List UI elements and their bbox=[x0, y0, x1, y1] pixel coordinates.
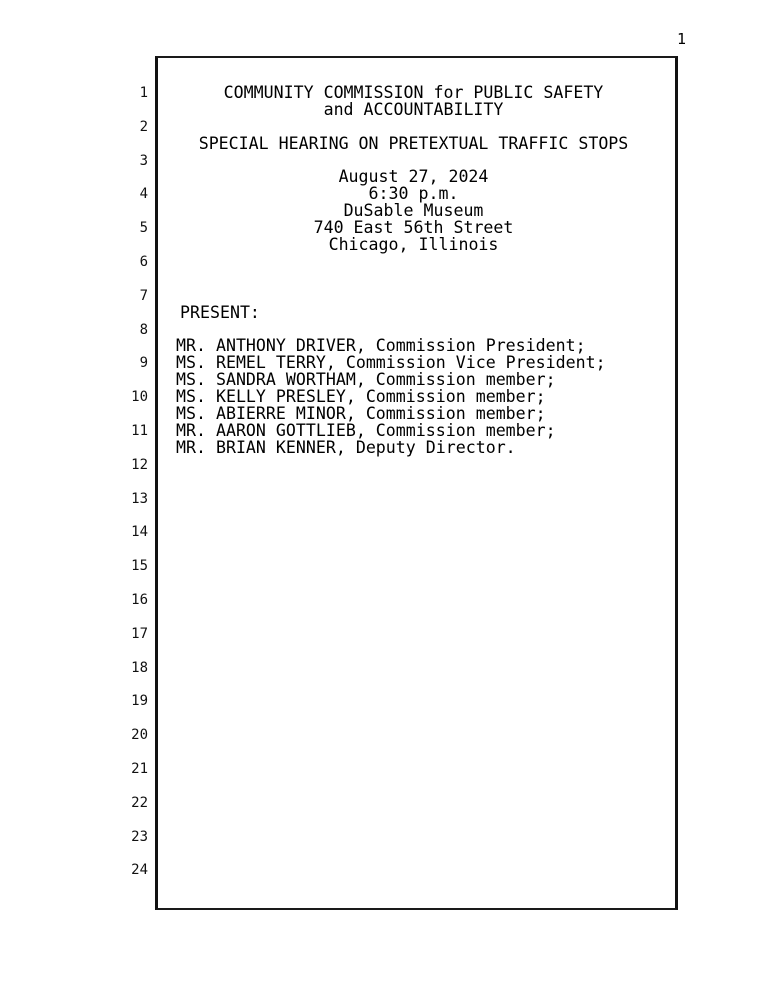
line-number: 18 bbox=[131, 659, 148, 676]
hearing-date: August 27, 2024 bbox=[338, 167, 489, 187]
attendee-line: MS. REMEL TERRY, Commission Vice President; bbox=[176, 353, 606, 373]
hearing-time: 6:30 p.m. bbox=[368, 184, 459, 204]
line-number: 24 bbox=[131, 862, 148, 879]
hearing-city-state: Chicago, Illinois bbox=[328, 235, 499, 255]
line-number: 5 bbox=[139, 220, 148, 237]
line-number: 1 bbox=[139, 85, 148, 101]
attendee-line: MR. ANTHONY DRIVER, Commission President; bbox=[176, 336, 586, 356]
line-number: 4 bbox=[139, 186, 148, 203]
line-number: 12 bbox=[131, 456, 148, 473]
attendee-line: MS. ABIERRE MINOR, Commission member; bbox=[176, 403, 546, 423]
line-number: 9 bbox=[139, 355, 148, 372]
attendee-line: MS. KELLY PRESLEY, Commission member; bbox=[176, 387, 546, 407]
caption-title-line-2: and ACCOUNTABILITY bbox=[323, 99, 504, 119]
line-number: 23 bbox=[131, 828, 148, 845]
line-number: 13 bbox=[131, 490, 148, 507]
line-number: 22 bbox=[131, 794, 148, 811]
line-number: 16 bbox=[131, 591, 148, 608]
present-heading: PRESENT: bbox=[180, 302, 260, 322]
line-number: 21 bbox=[131, 760, 148, 777]
line-number: 10 bbox=[131, 389, 148, 406]
line-number: 15 bbox=[131, 558, 148, 575]
line-number: 11 bbox=[131, 422, 148, 439]
line-number: 14 bbox=[131, 524, 148, 541]
blank-line bbox=[155, 254, 678, 271]
hearing-title: SPECIAL HEARING ON PRETEXTUAL TRAFFIC STOPS bbox=[198, 133, 629, 153]
line-number: 2 bbox=[139, 118, 148, 135]
page-number: 1 bbox=[676, 30, 686, 48]
line-number: 7 bbox=[139, 287, 148, 304]
line-number: 17 bbox=[131, 625, 148, 642]
attendee-line: MS. SANDRA WORTHAM, Commission member; bbox=[176, 370, 556, 390]
line-number: 20 bbox=[131, 727, 148, 744]
line-number-gutter bbox=[118, 85, 148, 896]
line-number: 6 bbox=[139, 253, 148, 270]
transcript-text-body bbox=[155, 56, 678, 910]
line-number: 3 bbox=[139, 152, 148, 169]
attendee-line: MR. AARON GOTTLIEB, Commission member; bbox=[176, 420, 556, 440]
hearing-street: 740 East 56th Street bbox=[313, 218, 514, 238]
caption-title-line-1: COMMUNITY COMMISSION for PUBLIC SAFETY bbox=[223, 83, 604, 102]
line-number: 8 bbox=[139, 321, 148, 338]
hearing-venue: DuSable Museum bbox=[343, 201, 484, 221]
attendee-line: MR. BRIAN KENNER, Deputy Director. bbox=[176, 437, 516, 457]
line-number: 19 bbox=[131, 693, 148, 710]
blank-line bbox=[155, 271, 678, 288]
